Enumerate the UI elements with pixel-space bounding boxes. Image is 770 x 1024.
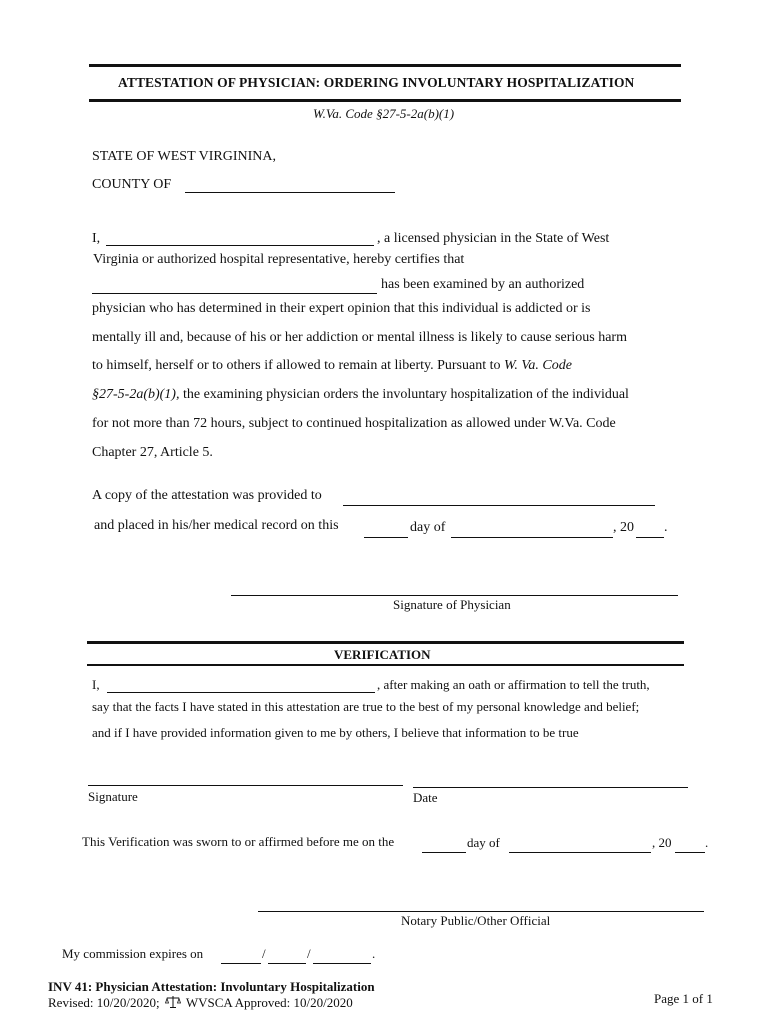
physician-name-field[interactable] xyxy=(106,245,374,246)
oath-text: , after making an oath or affirmation to tell the truth, xyxy=(377,677,650,692)
sworn-year-prefix: , 20 xyxy=(652,835,672,850)
footer-form-title: INV 41: Physician Attestation: Involuntary Hospitalization xyxy=(48,979,375,994)
footer-approved-text: WVSCA Approved: 10/20/2020 xyxy=(185,995,353,1010)
footer-revised-text: Revised: 10/20/2020; xyxy=(48,995,160,1010)
verification-line-2: say that the facts I have stated in this attestation are true to the best of my personal knowledge and belief; xyxy=(92,699,640,714)
physician-signature-label: Signature of Physician xyxy=(393,597,511,612)
record-year-field[interactable] xyxy=(636,537,664,538)
licensed-text: , a licensed physician in the State of West xyxy=(377,231,610,246)
record-month-field[interactable] xyxy=(451,537,613,538)
sworn-day-of-label: day of xyxy=(467,835,500,850)
scales-of-justice-icon xyxy=(165,995,181,1013)
body-line-7 xyxy=(92,387,629,403)
body-line-6 xyxy=(92,358,572,374)
body-line-4: physician who has determined in their expert opinion that this individual is addicted or is xyxy=(92,301,591,316)
verification-signature-field[interactable] xyxy=(88,785,403,786)
sworn-text: This Verification was sworn to or affirmed before me on the xyxy=(82,834,395,849)
verification-date-label: Date xyxy=(413,790,438,805)
sworn-period: . xyxy=(705,835,709,850)
virginia-line: Virginia or authorized hospital representative, hereby certifies that xyxy=(93,252,465,267)
affiant-name-field[interactable] xyxy=(107,692,375,693)
individual-name-field[interactable] xyxy=(92,293,377,294)
sworn-day-field[interactable] xyxy=(422,852,466,853)
county-label: COUNTY OF xyxy=(92,177,172,192)
verification-line-3: and if I have provided information given to me by others, I believe that information to be true xyxy=(92,725,579,740)
commission-label: My commission expires on xyxy=(62,946,204,961)
footer-revised-line xyxy=(48,995,353,1013)
body-line-6-text: to himself, herself or to others if allowed to remain at liberty. Pursuant to xyxy=(92,358,504,373)
sworn-month-field[interactable] xyxy=(509,852,651,853)
record-year-prefix: , 20 xyxy=(613,520,634,535)
commission-slash-1: / xyxy=(262,946,266,961)
notary-signature-field[interactable] xyxy=(258,911,704,912)
body-line-9: Chapter 27, Article 5. xyxy=(92,445,213,460)
record-period: . xyxy=(664,520,668,535)
body-line-5: mentally ill and, because of his or her addiction or mental illness is likely to cause serious harm xyxy=(92,330,627,345)
commission-day-field[interactable] xyxy=(268,963,306,964)
i-label: I, xyxy=(92,231,101,246)
form-title: ATTESTATION OF PHYSICIAN: ORDERING INVOLUNTARY HOSPITALIZATION xyxy=(118,75,635,90)
code-ref-1: W. Va. Code xyxy=(504,358,572,373)
commission-slash-2: / xyxy=(307,946,311,961)
commission-year-field[interactable] xyxy=(313,963,371,964)
record-day-of-label: day of xyxy=(410,520,446,535)
commission-period: . xyxy=(372,946,376,961)
body-line-7-text: the examining physician orders the involuntary hospitalization of the individual xyxy=(179,387,629,402)
county-field[interactable] xyxy=(185,192,395,193)
sworn-year-field[interactable] xyxy=(675,852,705,853)
verification-bottom-rule xyxy=(87,664,684,666)
verification-signature-label: Signature xyxy=(88,789,138,804)
notary-label: Notary Public/Other Official xyxy=(401,913,551,928)
verification-date-field[interactable] xyxy=(413,787,688,788)
placed-text: and placed in his/her medical record on this xyxy=(94,518,339,533)
code-citation: W.Va. Code §27-5-2a(b)(1) xyxy=(313,106,455,121)
code-ref-2: §27-5-2a(b)(1), xyxy=(92,387,180,402)
verification-heading: VERIFICATION xyxy=(334,647,431,662)
verification-top-rule xyxy=(87,641,684,644)
body-line-8: for not more than 72 hours, subject to continued hospitalization as allowed under W.Va. Code xyxy=(92,416,616,431)
commission-month-field[interactable] xyxy=(221,963,261,964)
copy-recipient-field[interactable] xyxy=(343,505,655,506)
header-bottom-rule xyxy=(89,99,681,102)
state-line: STATE OF WEST VIRGININA, xyxy=(92,149,276,164)
record-day-field[interactable] xyxy=(364,537,408,538)
copy-provided-text: A copy of the attestation was provided to xyxy=(92,488,322,503)
physician-signature-field[interactable] xyxy=(231,595,678,596)
verification-i-label: I, xyxy=(92,677,100,692)
examined-text: has been examined by an authorized xyxy=(381,277,585,292)
header-top-rule xyxy=(89,64,681,67)
page-number: Page 1 of 1 xyxy=(654,991,713,1006)
